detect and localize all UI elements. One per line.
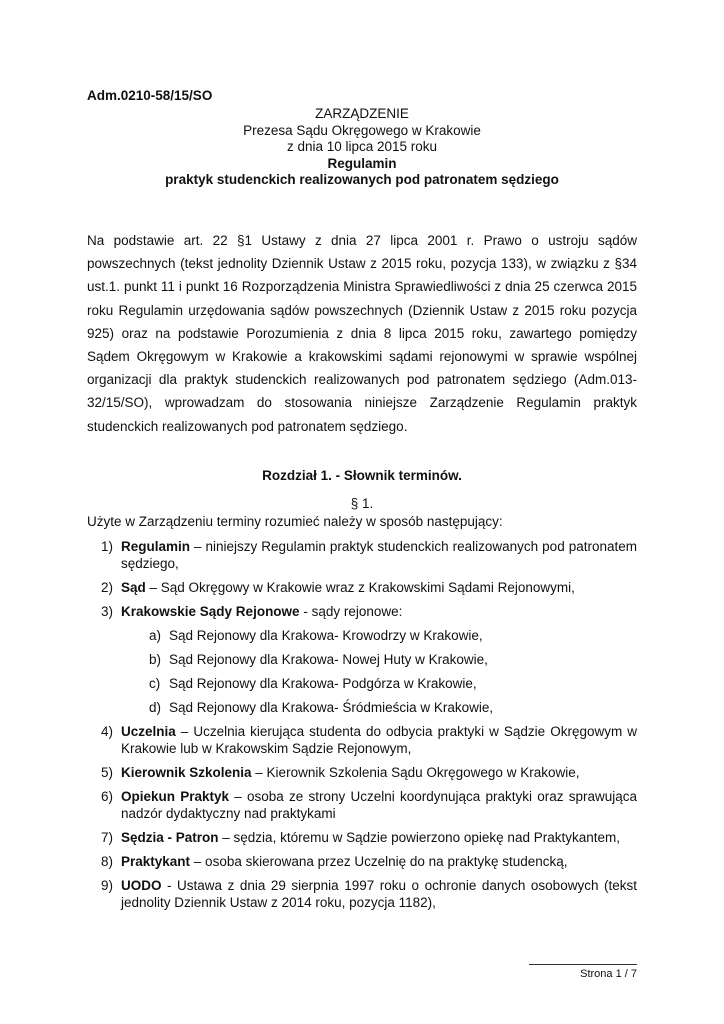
item-number: 6) (101, 789, 114, 804)
district-courts-list (121, 627, 637, 716)
district-court-item (121, 699, 637, 716)
definition-term: Opiekun Praktyk (121, 789, 230, 804)
issue-date: z dnia 10 lipca 2015 roku (286, 139, 438, 154)
definition-item (87, 603, 637, 716)
item-number: 3) (101, 604, 114, 619)
item-number: 7) (101, 830, 114, 845)
sub-item-letter: a) (149, 628, 162, 643)
item-number: 5) (101, 765, 114, 780)
definition-text: – osoba skierowana przez Uczelnię do na praktykę studencką, (190, 854, 568, 869)
chapter-heading: Rozdział 1. - Słownik terminów. (262, 468, 462, 483)
item-number: 1) (101, 539, 114, 554)
regulation-name: Regulamin (327, 155, 397, 171)
definition-text: – sędzia, któremu w Sądzie powierzono opiekę nad Praktykantem, (218, 830, 620, 845)
definition-item (87, 829, 637, 846)
section-number: § 1. (350, 496, 374, 511)
district-court-item (121, 627, 637, 644)
definition-text: – osoba ze strony Uczelni koordynująca praktyki oraz sprawująca nadzór dydaktyczny nad praktykami (121, 789, 637, 821)
document-reference: Adm.0210-58/15/SO (87, 88, 213, 103)
definition-text: - Ustawa z dnia 29 sierpnia 1997 roku o ochronie danych osobowych (tekst jednolity Dziennik Ustaw z 2014 roku, pozycja 1182), (121, 878, 637, 910)
item-number: 2) (101, 580, 114, 595)
issuer: Prezesa Sądu Okręgowego w Krakowie (243, 122, 481, 138)
definition-term: UODO (121, 878, 162, 893)
definition-item (87, 764, 637, 781)
district-court-name: Sąd Rejonowy dla Krakowa- Krowodrzy w Krakowie, (169, 628, 483, 643)
district-court-name: Sąd Rejonowy dla Krakowa- Podgórza w Krakowie, (169, 676, 477, 691)
definition-term: Regulamin (121, 539, 191, 554)
definition-text: – Kierownik Szkolenia Sądu Okręgowego w Krakowie, (251, 765, 580, 780)
item-number: 4) (101, 724, 114, 739)
footer-divider (529, 964, 637, 965)
district-court-item (121, 675, 637, 692)
definition-term: Sąd (121, 580, 146, 595)
district-court-name: Sąd Rejonowy dla Krakowa- Nowej Huty w Krakowie, (169, 652, 488, 667)
sub-item-letter: c) (149, 676, 161, 691)
page-number: Strona 1 / 7 (580, 968, 637, 980)
document-header (87, 106, 637, 189)
definition-term: Praktykant (121, 854, 191, 869)
definition-term: Uczelnia (121, 724, 176, 739)
definition-text: – Sąd Okręgowy w Krakowie wraz z Krakowskimi Sądami Rejonowymi, (145, 580, 575, 595)
definition-item (87, 538, 637, 572)
definition-term: Krakowskie Sądy Rejonowe (121, 604, 300, 619)
regulation-subtitle: praktyk studenckich realizowanych pod patronatem sędziego (165, 172, 559, 187)
item-number: 9) (101, 878, 114, 893)
sub-item-letter: d) (149, 700, 162, 715)
definition-term: Kierownik Szkolenia (121, 765, 252, 780)
definition-item (87, 853, 637, 870)
definition-item (87, 723, 637, 757)
preamble-paragraph: Na podstawie art. 22 §1 Ustawy z dnia 27 lipca 2001 r. Prawo o ustroju sądów powszechnych (tekst jednolity Dziennik Ustaw z 2015 roku, pozycja 133), w związku z §34 ust.1. punkt 11 i punkt 16 Rozporządzenia Ministra Sprawiedliwości z dnia 25 czerwca 2015 roku Regulamin urzędowania sądów powszechnych (Dziennik Ustaw z 2015 roku pozycja 925) oraz na podstawie Porozumienia z dnia 8 lipca 2015 roku, zawartego pomiędzy Sądem Okręgowym w Krakowie a krakowskimi sądami rejonowymi w sprawie wspólnej organizacji dla praktyk studenckich realizowanych pod patronatem sędziego (Adm.013-32/15/SO), wprowadzam do stosowania niniejsze Zarządzenie Regulamin praktyk studenckich realizowanych pod patronatem sędziego. (87, 233, 637, 434)
section-intro: Użyte w Zarządzeniu terminy rozumieć należy w sposób następujący: (87, 514, 503, 529)
definition-item (87, 579, 637, 596)
definition-item (87, 877, 637, 911)
document-title: ZARZĄDZENIE (315, 106, 409, 121)
definition-text: - sądy rejonowe: (299, 604, 403, 619)
definition-item (87, 788, 637, 822)
item-number: 8) (101, 854, 114, 869)
definition-text: – niniejszy Regulamin praktyk studenckich realizowanych pod patronatem sędziego, (121, 539, 637, 571)
district-court-name: Sąd Rejonowy dla Krakowa- Śródmieścia w Krakowie, (169, 700, 494, 715)
definition-text: – Uczelnia kierująca studenta do odbycia praktyki w Sądzie Okręgowym w Krakowie lub w Krakowskim Sądzie Rejonowym, (121, 724, 637, 756)
definition-term: Sędzia - Patron (121, 830, 219, 845)
definitions-list (87, 538, 637, 918)
district-court-item (121, 651, 637, 668)
sub-item-letter: b) (149, 652, 162, 667)
